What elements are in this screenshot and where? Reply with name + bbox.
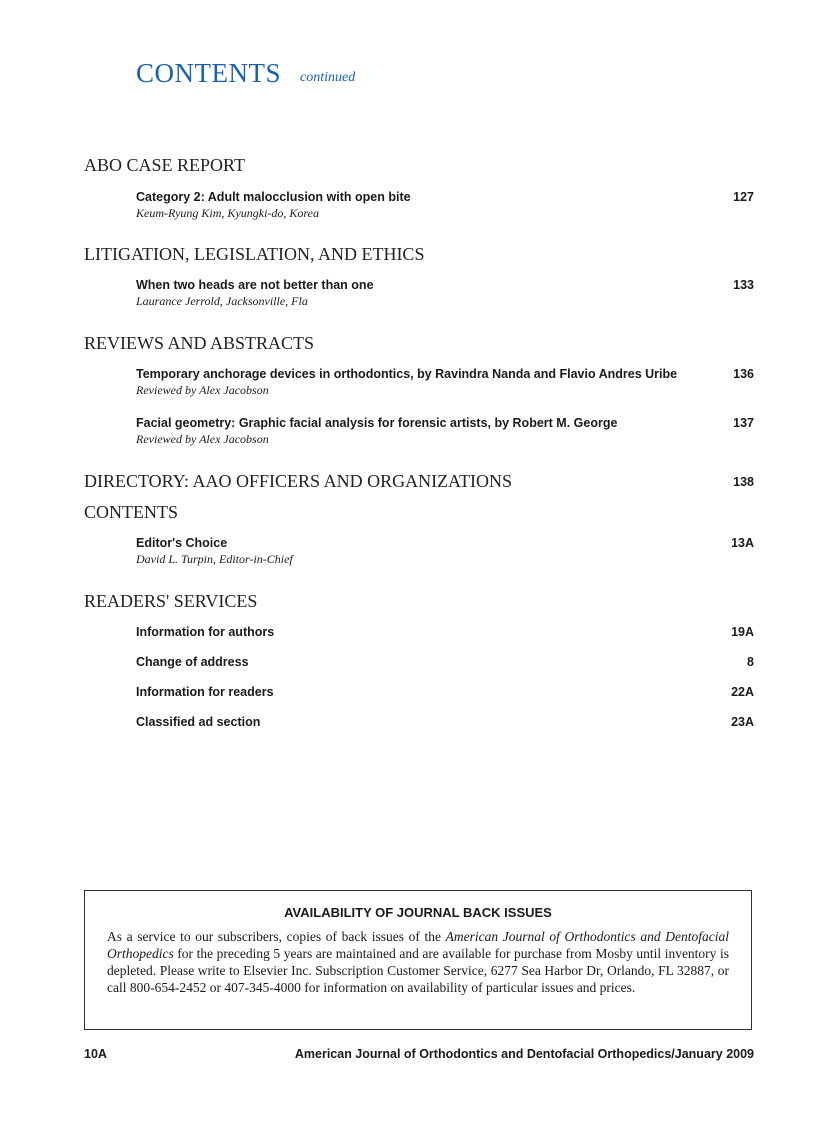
notice-text — [107, 928, 729, 996]
running-footer: American Journal of Orthodontics and Dentofacial Orthopedics/January 2009 — [294, 1047, 754, 1061]
section-heading: REVIEWS AND ABSTRACTS — [84, 333, 315, 353]
section-heading: DIRECTORY: AAO OFFICERS AND ORGANIZATIONS — [84, 471, 513, 491]
page-number: 10A — [84, 1047, 107, 1061]
page-title: CONTENTS — [136, 58, 281, 88]
entry-title[interactable]: Category 2: Adult malocclusion with open bite — [136, 190, 411, 204]
toc-entry[interactable] — [136, 625, 754, 639]
notice-heading: AVAILABILITY OF JOURNAL BACK ISSUES — [284, 905, 552, 920]
section-heading: CONTENTS — [84, 502, 178, 522]
entry-title[interactable]: Information for readers — [136, 685, 274, 699]
notice-text-part: As a service to our subscribers, copies of back issues of the — [107, 929, 446, 944]
toc-entry[interactable] — [136, 715, 754, 729]
journal-name: American Journal of Orthodontics and Dentofacial Orthopedics — [107, 929, 730, 961]
entry-page: 8 — [747, 655, 754, 669]
toc-entry[interactable] — [136, 536, 754, 567]
toc-entry[interactable] — [136, 655, 754, 669]
entry-page: 19A — [731, 625, 754, 639]
entry-author: Reviewed by Alex Jacobson — [136, 383, 269, 397]
section-heading: LITIGATION, LEGISLATION, AND ETHICS — [84, 244, 425, 264]
entry-author: David L. Turpin, Editor-in-Chief — [136, 552, 293, 566]
toc-entry[interactable] — [136, 190, 754, 221]
toc-entry[interactable] — [136, 367, 754, 398]
entry-author: Keum-Ryung Kim, Kyungki-do, Korea — [136, 206, 319, 220]
entry-title[interactable]: Facial geometry: Graphic facial analysis for forensic artists, by Robert M. George — [136, 416, 618, 430]
entry-page: 133 — [733, 278, 754, 292]
entry-title[interactable]: Information for authors — [136, 625, 275, 639]
toc-entry[interactable] — [136, 278, 754, 309]
entry-title[interactable]: Temporary anchorage devices in orthodontics, by Ravindra Nanda and Flavio Andres Uribe — [136, 367, 678, 381]
entry-author: Laurance Jerrold, Jacksonville, Fla — [136, 294, 308, 308]
entry-title[interactable]: Classified ad section — [136, 715, 261, 729]
entry-page: 13A — [731, 536, 754, 550]
entry-author: Reviewed by Alex Jacobson — [136, 432, 269, 446]
entry-page: 23A — [731, 715, 754, 729]
page-subtitle: continued — [300, 70, 356, 85]
entry-page: 137 — [733, 416, 754, 430]
entry-title[interactable]: When two heads are not better than one — [136, 278, 374, 292]
entry-page: 22A — [731, 685, 754, 699]
entry-page: 136 — [733, 367, 754, 381]
toc-entry[interactable] — [136, 685, 754, 699]
toc-entry[interactable] — [136, 416, 754, 447]
section-page: 138 — [733, 475, 754, 489]
entry-title[interactable]: Editor's Choice — [136, 536, 228, 550]
entry-page: 127 — [733, 190, 754, 204]
notice-text-part: for the preceding 5 years are maintained and are available for purchase from Mosby until inventory is depleted. Please write to Elsevier Inc. Subscription Customer Service, 6277 Sea Harbor Dr, Orlando, FL 32887, or call 800-654-2452 or 407-345-4000 for information on availability of particular issues and prices. — [107, 946, 729, 995]
section-heading: READERS' SERVICES — [84, 591, 258, 611]
back-issues-notice — [84, 890, 752, 1030]
entry-title[interactable]: Change of address — [136, 655, 249, 669]
section-heading: ABO CASE REPORT — [84, 155, 245, 175]
